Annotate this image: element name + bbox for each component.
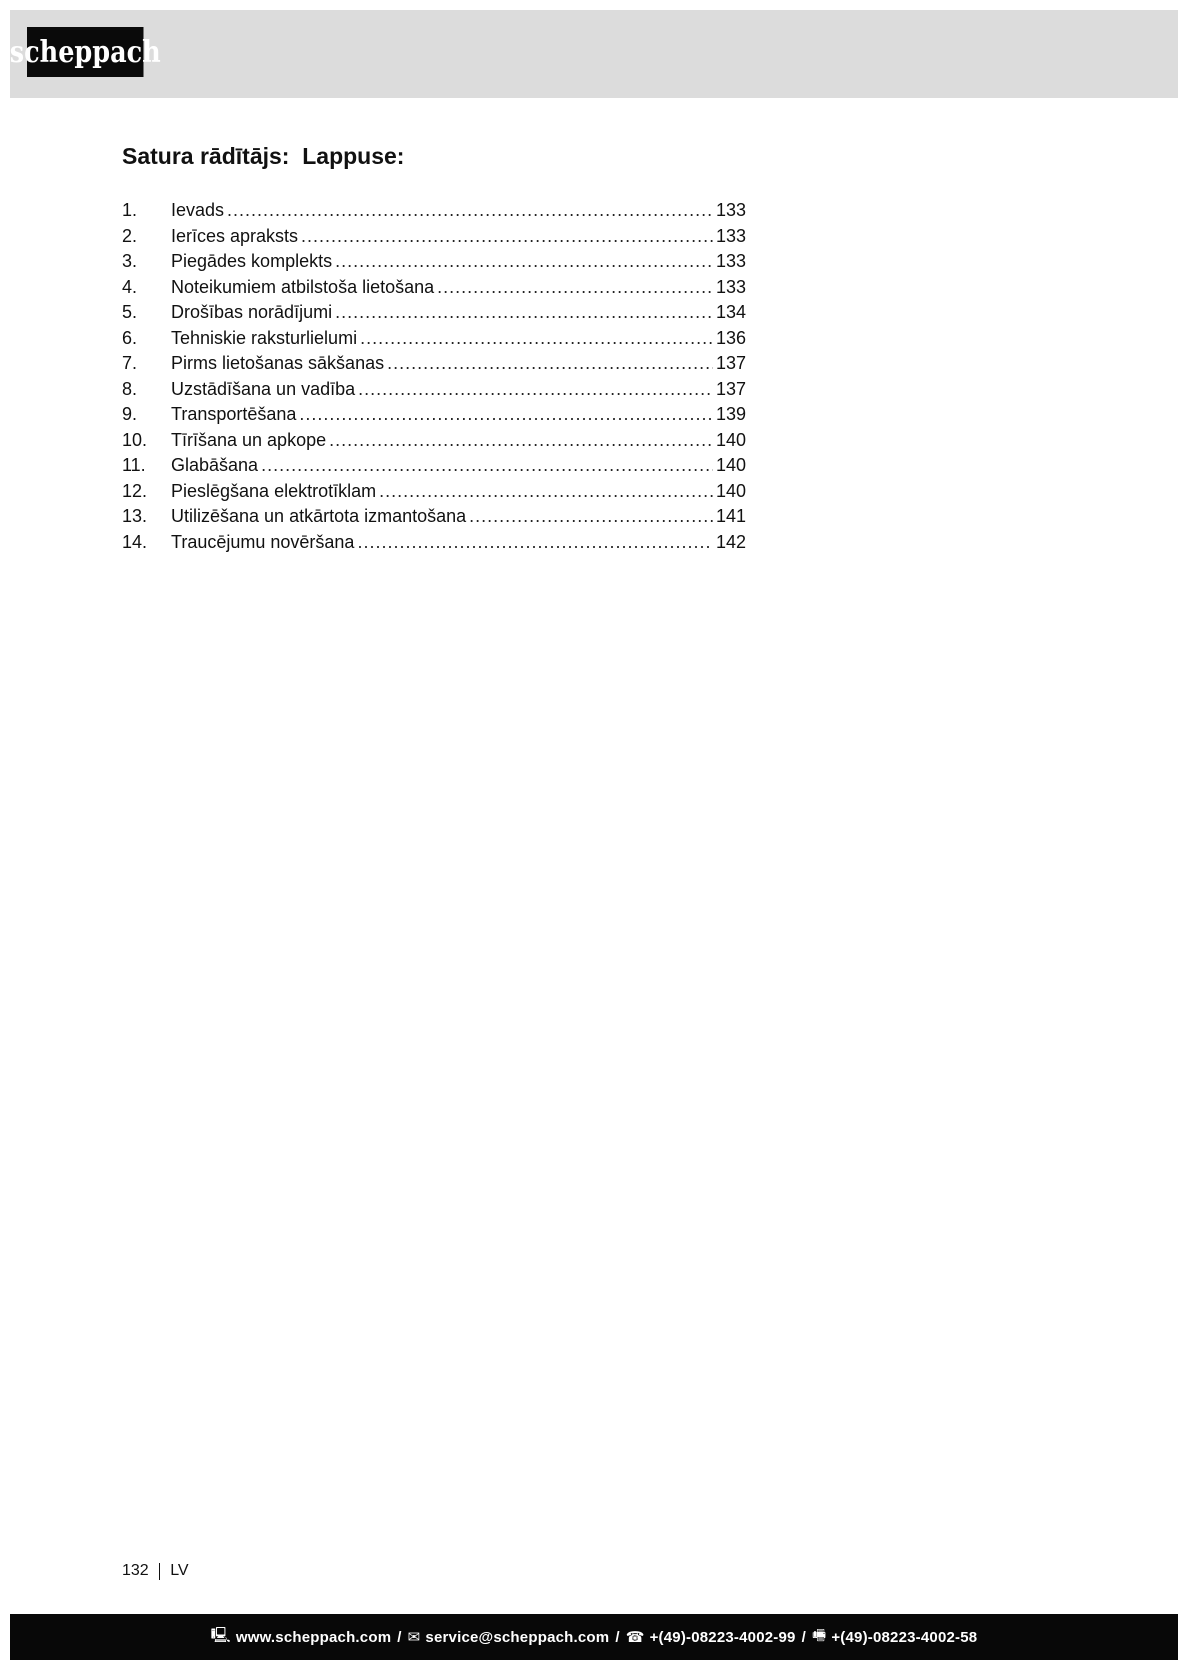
toc-label: Pirms lietošanas sākšanas xyxy=(171,353,385,373)
footer-separator: / xyxy=(615,1628,620,1646)
toc-number: 2. xyxy=(122,225,138,246)
toc-row[interactable] xyxy=(122,506,746,532)
toc-leader-dots xyxy=(335,302,713,323)
toc-leader-dots xyxy=(379,481,713,502)
toc-page-number: 133 xyxy=(715,276,746,297)
toc-leader-dots xyxy=(299,404,713,425)
contact-footer-bar xyxy=(10,1614,1178,1660)
toc-page-number: 142 xyxy=(715,531,746,552)
toc-number: 13. xyxy=(122,506,148,526)
toc-label: Glabāšana xyxy=(171,455,259,475)
toc-label: Drošības norādījumi xyxy=(171,302,333,322)
toc-leader-dots xyxy=(387,353,713,374)
toc-leader-dots xyxy=(360,328,713,349)
toc-leader-dots xyxy=(469,506,713,527)
toc-leader-dots xyxy=(358,379,713,400)
toc-leader-dots xyxy=(329,430,713,451)
toc-label: Tīrīšana un apkope xyxy=(171,429,327,450)
toc-page-number: 134 xyxy=(715,302,746,322)
toc-number: 4. xyxy=(122,276,138,297)
fax-icon: 🖷 xyxy=(811,1626,827,1644)
toc-page-number: 133 xyxy=(715,200,746,220)
page-title: Satura rādītājs: Lappuse: xyxy=(122,143,405,169)
toc-number: 7. xyxy=(122,353,138,373)
toc-row[interactable] xyxy=(122,302,746,328)
page-footer xyxy=(122,1562,189,1580)
toc-page-number: 140 xyxy=(715,480,746,501)
toc-number: 10. xyxy=(122,429,148,450)
toc-row[interactable] xyxy=(122,200,746,226)
toc-page-number: 140 xyxy=(715,429,746,450)
toc-number: 5. xyxy=(122,302,138,322)
toc-page-number: 141 xyxy=(715,506,746,526)
toc-row[interactable] xyxy=(122,404,746,430)
telephone-icon: ☎ xyxy=(625,1629,645,1646)
monitor-icon: 🖳 xyxy=(210,1626,231,1644)
toc-number: 11. xyxy=(122,455,146,475)
page-footer-divider xyxy=(159,1563,161,1580)
toc-number: 9. xyxy=(122,404,138,424)
toc-page-number: 140 xyxy=(715,455,746,475)
header-band xyxy=(10,10,1178,98)
toc-leader-dots xyxy=(301,226,713,247)
toc-label: Utilizēšana un atkārtota izmantošana xyxy=(171,506,467,526)
toc-label: Piegādes komplekts xyxy=(171,251,333,271)
toc-leader-dots xyxy=(437,277,713,298)
toc-page-number: 137 xyxy=(715,378,746,399)
toc-number: 1. xyxy=(122,200,138,220)
toc-leader-dots xyxy=(261,455,713,476)
footer-separator: / xyxy=(397,1628,402,1646)
toc-page-number: 133 xyxy=(715,225,746,246)
toc-page-number: 139 xyxy=(715,404,746,424)
footer-separator: / xyxy=(801,1628,806,1646)
fax-number: +(49)-08223-4002-58 xyxy=(831,1628,978,1646)
page-number: 132 xyxy=(122,1562,149,1579)
toc-page-number: 133 xyxy=(715,251,746,271)
toc-leader-dots xyxy=(357,532,713,553)
toc-leader-dots xyxy=(335,251,713,272)
toc-number: 8. xyxy=(122,378,138,399)
toc-label: Noteikumiem atbilstoša lietošana xyxy=(171,276,435,297)
toc-leader-dots xyxy=(227,200,713,221)
toc-label: Ierīces apraksts xyxy=(171,225,299,246)
toc-number: 14. xyxy=(122,531,148,552)
toc-label: Transportēšana xyxy=(171,404,297,424)
toc-page-number: 137 xyxy=(715,353,746,373)
language-code: LV xyxy=(170,1562,189,1579)
toc-row[interactable] xyxy=(122,226,746,252)
toc-label: Ievads xyxy=(171,200,225,220)
toc-row[interactable] xyxy=(122,251,746,277)
scheppach-logo: scheppach xyxy=(27,27,143,77)
toc-label: Tehniskie raksturlielumi xyxy=(171,327,358,348)
toc-row[interactable] xyxy=(122,455,746,481)
toc-label: Traucējumu novēršana xyxy=(171,531,355,552)
toc-label: Pieslēgšana elektrotīklam xyxy=(171,480,377,501)
toc-row[interactable] xyxy=(122,277,746,303)
toc-row[interactable] xyxy=(122,379,746,405)
toc-row[interactable] xyxy=(122,430,746,456)
toc-row[interactable] xyxy=(122,532,746,558)
phone-number: +(49)-08223-4002-99 xyxy=(649,1628,796,1646)
toc-row[interactable] xyxy=(122,353,746,379)
toc-row[interactable] xyxy=(122,481,746,507)
toc-label: Uzstādīšana un vadība xyxy=(171,378,356,399)
website-link[interactable]: www.scheppach.com xyxy=(235,1628,392,1646)
toc-row[interactable] xyxy=(122,328,746,354)
email-link[interactable]: service@scheppach.com xyxy=(425,1628,610,1646)
toc-number: 12. xyxy=(122,480,148,501)
table-of-contents xyxy=(122,200,746,557)
toc-number: 6. xyxy=(122,327,138,348)
toc-number: 3. xyxy=(122,251,138,271)
toc-page-number: 136 xyxy=(715,327,746,348)
envelope-icon: ✉ xyxy=(407,1629,421,1646)
